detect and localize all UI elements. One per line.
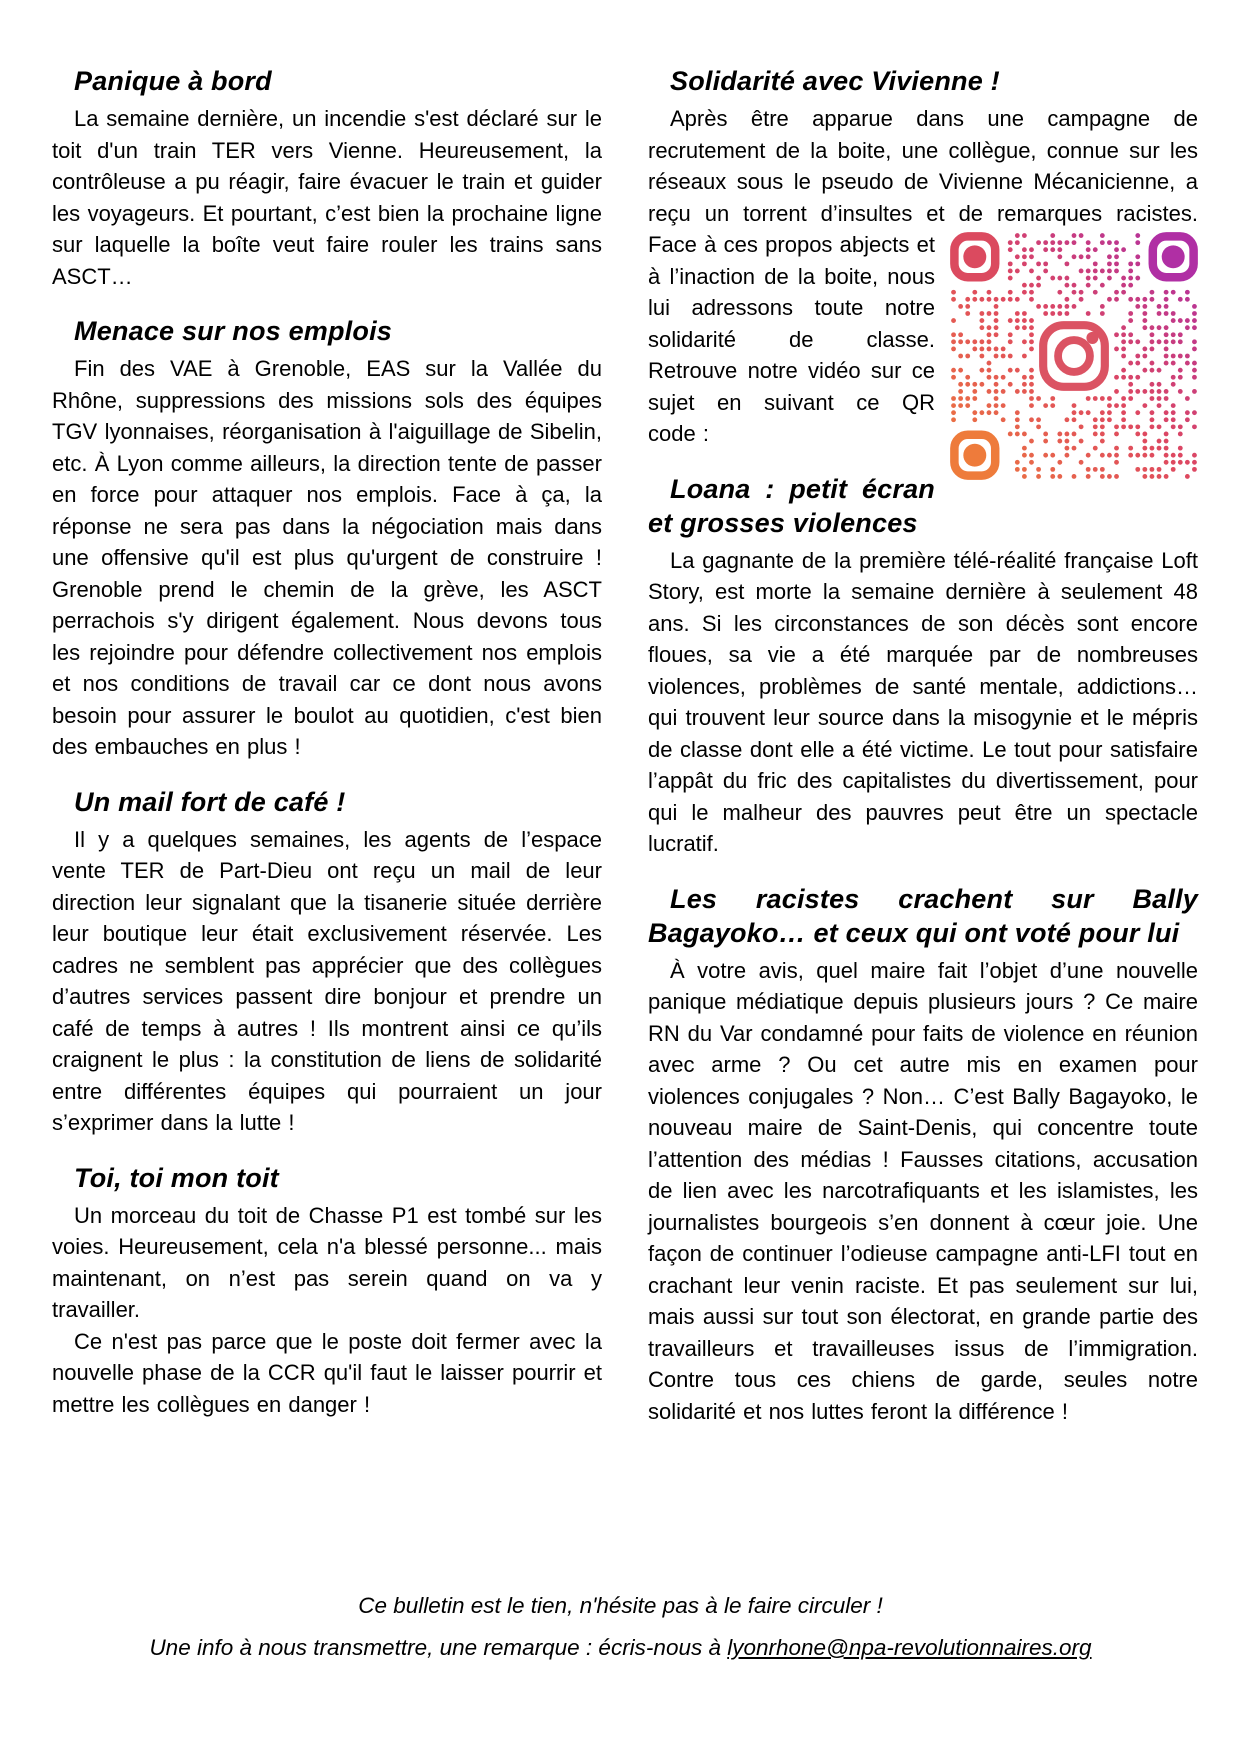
section-title: Un mail fort de café ! — [74, 786, 346, 817]
footer-line-2 — [0, 1627, 1241, 1669]
paragraph: Il y a quelques semaines, les agents de l’espace vente TER de Part-Dieu ont reçu un mail de leur direction leur signalant que la tisanerie située derrière leur boutique leur était exclusivement réservée. Les cadres ne semblent pas apprécier que des collègues d’autres services passent dire bonjour et prendre un café de temps à autres ! Ils montrent ainsi ce qu’ils craignent le plus : la constitution de liens de solidarité entre différentes équipes qui pourraient un jour s’exprimer dans la lutte ! — [52, 826, 602, 1135]
page-footer — [0, 1585, 1241, 1755]
section-title: Panique à bord — [74, 66, 272, 96]
instagram-qr-code — [950, 232, 1198, 480]
section-menace-emplois — [52, 314, 602, 763]
section-title: Toi, toi mon toit — [74, 1162, 279, 1193]
contact-email-link[interactable]: lyonrhone@npa-revolutionnaires.org — [727, 1635, 1092, 1660]
qr-finder-top-right — [1153, 236, 1194, 277]
instagram-qr-code-image — [950, 232, 1198, 480]
footer-line-2-text: Une info à nous transmettre, une remarque : écris-nous à — [149, 1635, 728, 1660]
paragraph: La gagnante de la première télé-réalité française Loft Story, est morte la semaine dernière à seulement 48 ans. Si les circonstances de son décès sont encore floues, sa vie a été marquée par de nombreuses violences, problèmes de santé mentale, addictions… qui trouvent leur source dans la misogynie et le mépris de classe dont elle a été victime. Le tout pour satisfaire l’appât du fric des capitalistes du divertissement, pour qui le malheur des pauvres peut être un spectacle lucratif. — [648, 547, 1198, 856]
paragraph-text: remarques racistes. Face à ces propos abjects et à l’inaction de la boite, nous lui adressons toute notre solidarité de classe. Retrouve notre vidéo sur ce sujet en suivant ce QR code : — [648, 200, 1198, 446]
footer-line-1: Ce bulletin est le tien, n'hésite pas à le faire circuler ! — [358, 1593, 883, 1618]
paragraph: Ce n'est pas parce que le poste doit fermer avec la nouvelle phase de la CCR qu'il faut le laisser pourrir et mettre les collègues en danger ! — [52, 1328, 602, 1417]
paragraph-text: Après être apparue dans une campagne de recrutement de la boite, une collègue, connue sur les réseaux sous le pseudo de Vivienne Mécanicienne, a reçu un torrent d’insultes et de — [648, 106, 1198, 226]
right-column — [648, 64, 1198, 1427]
section-panique-a-bord — [52, 64, 602, 292]
section-mail-cafe — [52, 785, 602, 1139]
qr-finder-top-left — [954, 236, 995, 277]
section-bally-bagayoko — [648, 882, 1198, 1428]
paragraph: Un morceau du toit de Chasse P1 est tombé sur les voies. Heureusement, cela n'a blessé personne... mais maintenant, on n’est pas serein quand on va y travailler. — [52, 1202, 602, 1322]
paragraph: À votre avis, quel maire fait l’objet d’une nouvelle panique médiatique depuis plusieurs jours ? Ce maire RN du Var condamné pour faits de violence en réunion avec arme ? Ou cet autre mis en examen pour violences conjugales ? Non… C’est Bally Bagayoko, le nouveau maire de Saint-Denis, qui concentre toute l’attention des médias ! Fausses citations, accusation de lien avec les narcotrafiquants et les islamistes, les journalistes bourgeois s’en donnent à cœur joie. Une façon de continuer l’odieuse campagne anti-LFI tout en crachant leur venin raciste. Et pas seulement sur lui, mais aussi sur tout son électorat, en grande partie des travailleurs et travailleuses issus de l’immigration. Contre tous ces chiens de garde, seules notre solidarité et nos luttes feront la différence ! — [648, 957, 1198, 1424]
instagram-logo-icon — [1043, 325, 1105, 387]
section-title: Loana : petit écran et grosses violences — [648, 473, 935, 538]
paragraph: Fin des VAE à Grenoble, EAS sur la Vallée du Rhône, suppressions des missions sols des équipes TGV lyonnaises, réorganisation à l'aiguillage de Sibelin, etc. À Lyon comme ailleurs, la direction tente de passer en force pour attaquer nos emplois. Face à ça, la réponse ne sera pas dans la négociation mais dans une offensive qu'il est plus qu'urgent de construire ! Grenoble prend le chemin de la grève, les ASCT perrachois s'y dirigent également. Nous devons tous les rejoindre pour défendre collectivement nos emplois et nos conditions de travail car ce dont nous avons besoin pour assurer le boulot au quotidien, c'est bien des embauches en plus ! — [52, 356, 602, 759]
paragraph — [648, 103, 1198, 450]
section-solidarite-vivienne — [648, 64, 1198, 450]
section-title: Les racistes crachent sur Bally Bagayoko… et ceux qui ont voté pour lui — [648, 883, 1198, 948]
section-title: Menace sur nos emplois — [74, 316, 392, 346]
section-toi-mon-toit — [52, 1161, 602, 1421]
section-loana — [648, 472, 1198, 860]
left-column — [52, 64, 602, 1427]
paragraph: La semaine dernière, un incendie s'est déclaré sur le toit d'un train TER vers Vienne. Heureusement, la contrôleuse a pu réagir, faire évacuer le train et guider les voyageurs. Et pourtant, c’est bien la prochaine ligne sur laquelle la boîte veut faire rouler les trains sans ASCT… — [52, 106, 602, 289]
section-title: Solidarité avec Vivienne ! — [670, 66, 1000, 96]
qr-finder-bottom-left — [954, 435, 995, 476]
